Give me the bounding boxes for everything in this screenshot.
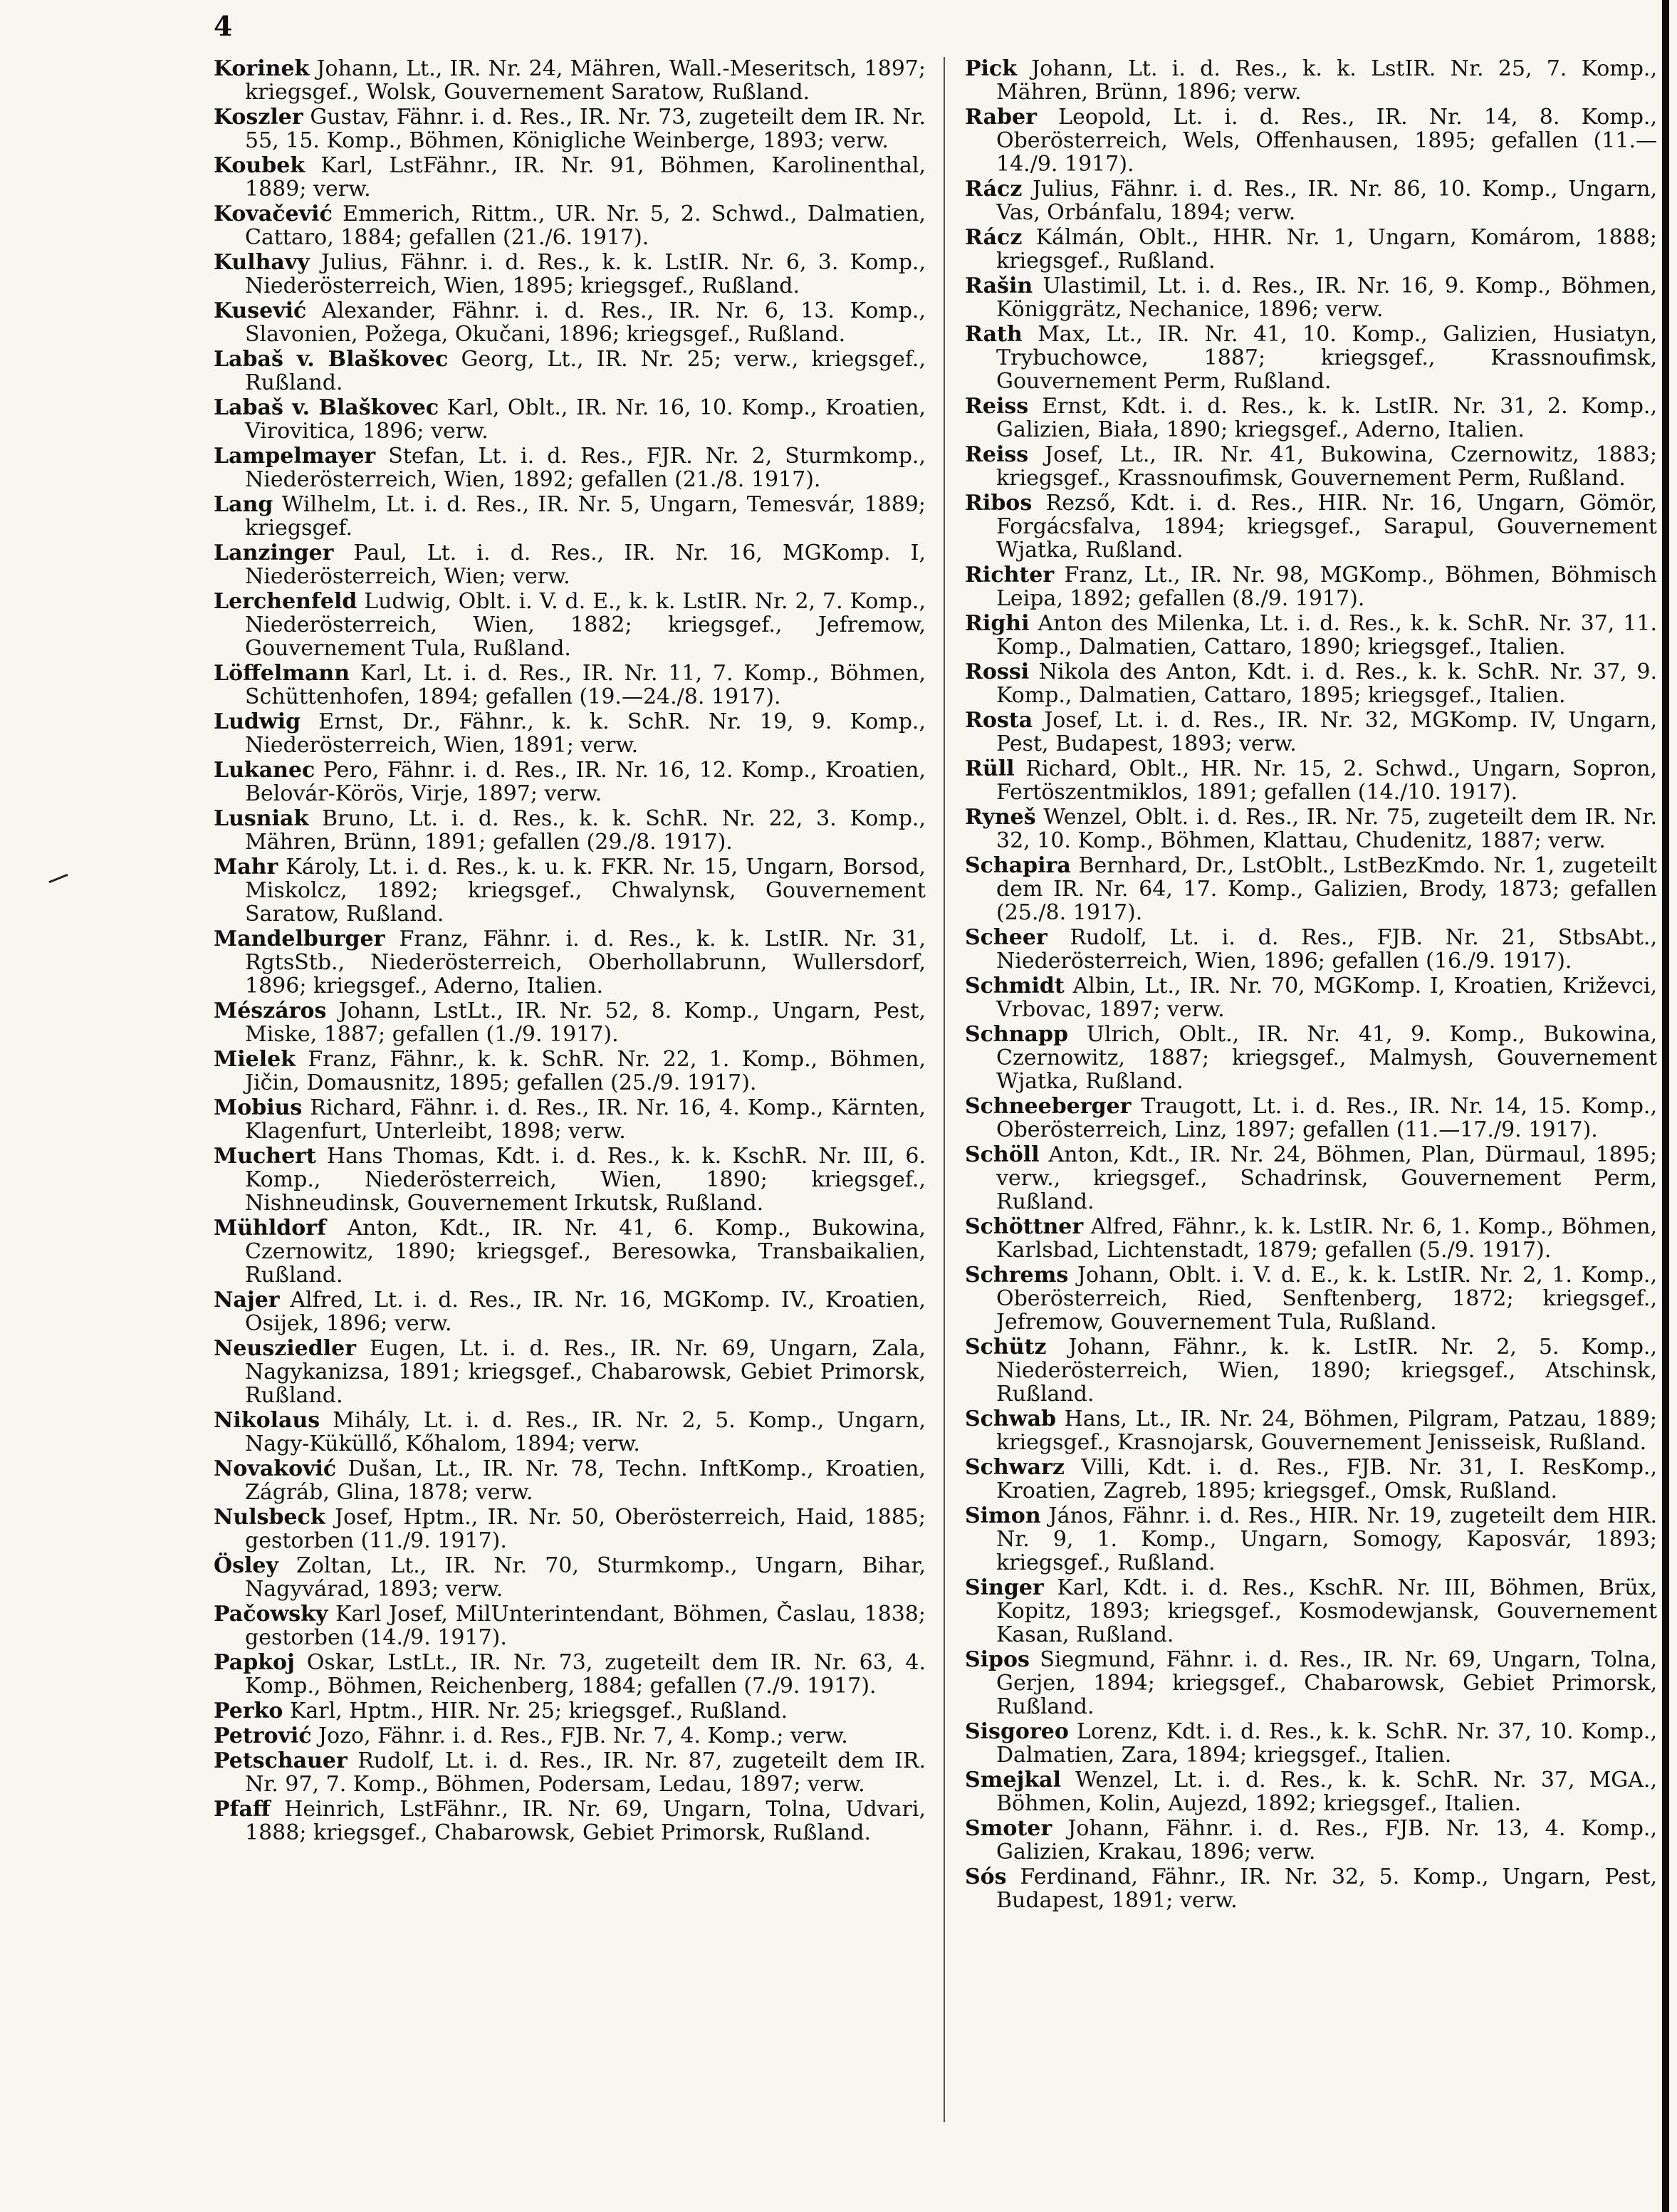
entry-details: Bruno, Lt. i. d. Res., k. k. SchR. Nr. 22, 3. Komp., Mähren, Brünn, 1891; gefallen (29./8. 1917).: [245, 806, 926, 855]
entry-surname: Mobius: [214, 1095, 303, 1120]
entry-surname: Mielek: [214, 1047, 296, 1072]
entry-surname: Nulsbeck: [214, 1505, 325, 1530]
list-entry: [214, 1651, 926, 1698]
list-entry: [214, 396, 926, 443]
entry-details: Lorenz, Kdt. i. d. Res., k. k. SchR. Nr. 37, 10. Komp., Dalmatien, Zara, 1894; kriegsgef., Italien.: [996, 1719, 1657, 1768]
entry-details: Franz, Lt., IR. Nr. 98, MGKomp., Böhmen, Böhmisch Leipa, 1892; gefallen (8./9. 1917).: [996, 563, 1657, 611]
entry-details: Karl, Hptm., HIR. Nr. 25; kriegsgef., Rußland.: [290, 1699, 788, 1723]
list-entry: [965, 395, 1657, 442]
entry-details: Bernhard, Dr., LstOblt., LstBezKmdo. Nr. 1, zugeteilt dem IR. Nr. 64, 17. Komp., Galizien, Brody, 1873; gefallen (25./8. 1917).: [996, 853, 1657, 925]
list-entry: [965, 757, 1657, 804]
entry-details: Stefan, Lt. i. d. Res., FJR. Nr. 2, Sturmkomp., Niederösterreich, Wien, 1892; gefallen (21./8. 1917).: [245, 444, 926, 492]
list-entry: [965, 1648, 1657, 1718]
entry-details: Alexander, Fähnr. i. d. Res., IR. Nr. 6, 13. Komp., Slavonien, Požega, Okučani, 1896; kriegsgef., Rußland.: [245, 298, 926, 347]
entry-details: Villi, Kdt. i. d. Res., FJB. Nr. 31, I. ResKomp., Kroatien, Zagreb, 1895; kriegsgef., Omsk, Rußland.: [996, 1455, 1657, 1503]
entry-details: Johann, Fähnr., k. k. LstIR. Nr. 2, 5. Komp., Niederösterreich, Wien, 1890; kriegsgef., Atschinsk, Rußland.: [996, 1335, 1657, 1407]
entry-surname: Pačowsky: [214, 1602, 328, 1627]
list-entry: [214, 444, 926, 491]
entry-surname: Koubek: [214, 153, 305, 178]
list-entry: [214, 927, 926, 998]
list-entry: [214, 1798, 926, 1845]
entry-surname: Rossi: [965, 659, 1030, 684]
entry-details: Josef, Hptm., IR. Nr. 50, Oberösterreich, Haid, 1885; gestorben (11./9. 1917).: [245, 1505, 926, 1553]
entry-details: Leopold, Lt. i. d. Res., IR. Nr. 14, 8. Komp., Oberösterreich, Wels, Offenhausen, 1895; gefallen (11.—14./9. 1917).: [996, 105, 1657, 177]
entry-surname: Raber: [965, 105, 1037, 130]
entry-details: Ulrich, Oblt., IR. Nr. 41, 9. Komp., Bukowina, Czernowitz, 1887; kriegsgef., Malmysh, Gouvernement Wjatka, Rußland.: [996, 1022, 1657, 1094]
entry-surname: Reiss: [965, 442, 1029, 467]
right-column: [965, 57, 1657, 2186]
list-entry: [965, 105, 1657, 176]
list-entry: [965, 1720, 1657, 1767]
entry-surname: Schmidt: [965, 974, 1065, 998]
entry-details: Wenzel, Lt. i. d. Res., k. k. SchR. Nr. 37, MGA., Böhmen, Kolin, Aujezd, 1892; kriegsgef., Italien.: [996, 1768, 1657, 1816]
list-entry: [214, 662, 926, 709]
entry-surname: Mahr: [214, 855, 278, 880]
list-entry: [214, 1409, 926, 1456]
list-entry: [965, 660, 1657, 707]
entry-details: Georg, Lt., IR. Nr. 25; verw., kriegsgef., Rußland.: [245, 347, 926, 395]
entry-details: Gustav, Fähnr. i. d. Res., IR. Nr. 73, zugeteilt dem IR. Nr. 55, 15. Komp., Böhmen, Königliche Weinberge, 1893; verw.: [245, 105, 926, 153]
list-entry: [965, 323, 1657, 393]
entry-details: Wenzel, Oblt. i. d. Res., IR. Nr. 75, zugeteilt dem IR. Nr. 32, 10. Komp., Böhmen, Klattau, Chudenitz, 1887; verw.: [996, 805, 1657, 853]
margin-mark: [48, 874, 68, 883]
list-entry: [214, 299, 926, 346]
entry-details: Julius, Fähnr. i. d. Res., IR. Nr. 86, 10. Komp., Ungarn, Vas, Orbánfalu, 1894; verw.: [996, 177, 1657, 225]
entry-surname: Perko: [214, 1699, 283, 1723]
list-entry: [965, 974, 1657, 1021]
list-entry: [214, 1288, 926, 1335]
entry-surname: Petschauer: [214, 1748, 348, 1773]
list-entry: [965, 563, 1657, 610]
column-divider: [944, 57, 945, 2122]
list-entry: [965, 443, 1657, 490]
entry-surname: Rácz: [965, 225, 1023, 250]
entry-details: Paul, Lt. i. d. Res., IR. Nr. 16, MGKomp. I, Niederösterreich, Wien; verw.: [245, 541, 926, 589]
list-entry: [214, 541, 926, 588]
entry-details: Hans Thomas, Kdt. i. d. Res., k. k. KschR. Nr. III, 6. Komp., Niederösterreich, Wien, 1890; kriegsgef., Nishneudinsk, Gouvernement Irkutsk, Rußland.: [245, 1144, 926, 1216]
entry-surname: Schütz: [965, 1335, 1047, 1360]
list-entry: [214, 807, 926, 854]
list-entry: [214, 1724, 926, 1748]
entry-surname: Rašin: [965, 273, 1033, 298]
list-entry: [214, 1216, 926, 1287]
entry-surname: Labaš v. Blaškovec: [214, 395, 439, 420]
list-entry: [214, 1337, 926, 1407]
entry-details: Johann, Lt. i. d. Res., k. k. LstIR. Nr. 25, 7. Komp., Mähren, Brünn, 1896; verw.: [996, 57, 1657, 105]
list-entry: [965, 177, 1657, 224]
entry-surname: Lampelmayer: [214, 444, 376, 469]
entry-details: Rezső, Kdt. i. d. Res., HIR. Nr. 16, Ungarn, Gömör, Forgácsfalva, 1894; kriegsgef., Sarapul, Gouvernement Wjatka, Rußland.: [996, 491, 1657, 563]
entry-details: Wilhelm, Lt. i. d. Res., IR. Nr. 5, Ungarn, Temesvár, 1889; kriegsgef.: [245, 492, 926, 541]
entry-surname: Schöll: [965, 1142, 1040, 1167]
list-entry: [965, 274, 1657, 321]
entry-details: Anton, Kdt., IR. Nr. 41, 6. Komp., Bukowina, Czernowitz, 1890; kriegsgef., Beresowka, Transbaikalien, Rußland.: [245, 1216, 926, 1288]
list-entry: [965, 1817, 1657, 1864]
list-entry: [214, 1749, 926, 1796]
entry-surname: Kulhavy: [214, 250, 310, 275]
list-entry: [965, 1576, 1657, 1647]
list-entry: [965, 709, 1657, 756]
entry-details: Karl, Kdt. i. d. Res., KschR. Nr. III, Böhmen, Brüx, Kopitz, 1893; kriegsgef., Kosmodewjansk, Gouvernement Kasan, Rußland.: [996, 1575, 1657, 1647]
entry-details: Franz, Fähnr., k. k. SchR. Nr. 22, 1. Komp., Böhmen, Jičin, Domausnitz, 1895; gefallen (25./9. 1917).: [245, 1047, 926, 1095]
entry-surname: Kusević: [214, 298, 307, 323]
entry-surname: Mandelburger: [214, 927, 385, 951]
entry-details: Josef, Lt. i. d. Res., IR. Nr. 32, MGKomp. IV, Ungarn, Pest, Budapest, 1893; verw.: [996, 708, 1657, 756]
list-entry: [214, 590, 926, 660]
entry-details: Alfred, Fähnr., k. k. LstIR. Nr. 6, 1. Komp., Böhmen, Karlsbad, Lichtenstadt, 1879; gefallen (5./9. 1917).: [996, 1214, 1657, 1263]
list-entry: [965, 1335, 1657, 1406]
entry-details: Johann, LstLt., IR. Nr. 52, 8. Komp., Ungarn, Pest, Miske, 1887; gefallen (1./9. 1917).: [245, 998, 926, 1047]
list-entry: [965, 1023, 1657, 1093]
list-entry: [965, 854, 1657, 924]
entry-details: Anton des Milenka, Lt. i. d. Res., k. k. SchR. Nr. 37, 11. Komp., Dalmatien, Cattaro, 1890; kriegsgef., Italien.: [996, 611, 1657, 659]
list-entry: [214, 1699, 926, 1723]
list-entry: [214, 1602, 926, 1649]
entry-surname: Schwab: [965, 1407, 1056, 1431]
entry-surname: Simon: [965, 1503, 1041, 1528]
entry-details: Ulastimil, Lt. i. d. Res., IR. Nr. 16, 9. Komp., Böhmen, Königgrätz, Nechanice, 1896; verw.: [996, 273, 1657, 322]
list-entry: [214, 855, 926, 926]
list-entry: [214, 758, 926, 805]
list-entry: [214, 1506, 926, 1553]
entry-details: Franz, Fähnr. i. d. Res., k. k. LstIR. Nr. 31, RgtsStb., Niederösterreich, Oberhollabrunn, Wullersdorf, 1896; kriegsgef., Aderno, Italien.: [245, 927, 926, 998]
entry-surname: Pfaff: [214, 1797, 271, 1822]
entry-surname: Sisgoreo: [965, 1719, 1069, 1744]
entry-surname: Reiss: [965, 394, 1029, 419]
entry-details: Heinrich, LstFähnr., IR. Nr. 69, Ungarn, Tolna, Udvari, 1888; kriegsgef., Chabarowsk, Gebiet Primorsk, Rußland.: [245, 1797, 926, 1845]
entry-surname: Ribos: [965, 491, 1033, 516]
entry-surname: Rath: [965, 322, 1023, 347]
entry-details: Karl, LstFähnr., IR. Nr. 91, Böhmen, Karolinenthal, 1889; verw.: [245, 153, 926, 202]
entry-details: János, Fähnr. i. d. Res., HIR. Nr. 19, zugeteilt dem HIR. Nr. 9, 1. Komp., Ungarn, Somogy, Kaposvár, 1893; kriegsgef., Rußland.: [996, 1503, 1657, 1575]
entry-surname: Schnapp: [965, 1022, 1068, 1047]
entry-details: Max, Lt., IR. Nr. 41, 10. Komp., Galizien, Husiatyn, Trybuchowce, 1887; kriegsgef., Krassnoufimsk, Gouvernement Perm, Rußland.: [996, 322, 1657, 394]
entry-details: Kálmán, Oblt., HHR. Nr. 1, Ungarn, Komárom, 1888; kriegsgef., Rußland.: [996, 225, 1657, 273]
entry-surname: Najer: [214, 1288, 280, 1313]
list-entry: [214, 1144, 926, 1215]
entry-details: Rudolf, Lt. i. d. Res., IR. Nr. 87, zugeteilt dem IR. Nr. 97, 7. Komp., Böhmen, Podersam, Ledau, 1897; verw.: [245, 1748, 926, 1797]
entry-details: Ernst, Dr., Fähnr., k. k. SchR. Nr. 19, 9. Komp., Niederösterreich, Wien, 1891; verw.: [245, 709, 926, 758]
entry-details: Albin, Lt., IR. Nr. 70, MGKomp. I, Kroatien, Križevci, Vrbovac, 1897; verw.: [996, 974, 1657, 1022]
entry-surname: Rácz: [965, 177, 1023, 202]
entry-details: Károly, Lt. i. d. Res., k. u. k. FKR. Nr. 15, Ungarn, Borsod, Miskolcz, 1892; kriegsgef., Chwalynsk, Gouvernement Saratow, Rußland.: [245, 855, 926, 927]
list-entry: [214, 1457, 926, 1504]
entry-details: Anton, Kdt., IR. Nr. 24, Böhmen, Plan, Dürmaul, 1895; verw., kriegsgef., Schadrinsk, Gouvernement Perm, Rußland.: [996, 1142, 1657, 1214]
list-entry: [965, 926, 1657, 973]
entry-details: Dušan, Lt., IR. Nr. 78, Techn. InftKomp., Kroatien, Zágráb, Glina, 1878; verw.: [245, 1456, 926, 1505]
entry-surname: Novaković: [214, 1456, 337, 1481]
entry-details: Eugen, Lt. i. d. Res., IR. Nr. 69, Ungarn, Zala, Nagykanizsa, 1891; kriegsgef., Chabarowsk, Gebiet Primorsk, Rußland.: [245, 1336, 926, 1408]
entry-surname: Lang: [214, 492, 273, 517]
list-entry: [965, 805, 1657, 852]
entry-details: Alfred, Lt. i. d. Res., IR. Nr. 16, MGKomp. IV., Kroatien, Osijek, 1896; verw.: [245, 1288, 926, 1336]
entry-surname: Labaš v. Blaškovec: [214, 347, 449, 372]
entry-surname: Korinek: [214, 57, 310, 81]
list-entry: [965, 1456, 1657, 1503]
entry-surname: Smoter: [965, 1816, 1052, 1841]
list-entry: [965, 1215, 1657, 1262]
entry-details: Richard, Oblt., HR. Nr. 15, 2. Schwd., Ungarn, Sopron, Fertöszentmiklos, 1891; gefallen (14./10. 1917).: [996, 756, 1657, 805]
entry-details: Hans, Lt., IR. Nr. 24, Böhmen, Pilgram, Patzau, 1889; kriegsgef., Krasnojarsk, Gouvernement Jenisseisk, Rußland.: [996, 1407, 1657, 1455]
entry-surname: Neusziedler: [214, 1336, 356, 1361]
entry-surname: Kovačević: [214, 202, 333, 226]
entry-details: Siegmund, Fähnr. i. d. Res., IR. Nr. 69, Ungarn, Tolna, Gerjen, 1894; kriegsgef., Chabarowsk, Gebiet Primorsk, Rußland.: [996, 1647, 1657, 1719]
entry-surname: Nikolaus: [214, 1408, 320, 1433]
list-entry: [214, 154, 926, 201]
entry-details: Nikola des Anton, Kdt. i. d. Res., k. k. SchR. Nr. 37, 9. Komp., Dalmatien, Cattaro, 1895; kriegsgef., Italien.: [996, 659, 1657, 708]
entry-details: Traugott, Lt. i. d. Res., IR. Nr. 14, 15. Komp., Oberösterreich, Linz, 1897; gefallen (11.—17./9. 1917).: [996, 1094, 1657, 1142]
entry-surname: Ludwig: [214, 709, 301, 734]
list-entry: [214, 710, 926, 757]
list-entry: [965, 1865, 1657, 1912]
entry-surname: Ösley: [214, 1553, 278, 1578]
list-entry: [965, 491, 1657, 562]
entry-details: Johann, Fähnr. i. d. Res., FJB. Nr. 13, 4. Komp., Galizien, Krakau, 1896; verw.: [996, 1816, 1657, 1864]
entry-surname: Singer: [965, 1575, 1044, 1600]
entry-surname: Löffelmann: [214, 661, 350, 686]
left-column: [214, 57, 926, 2186]
entry-details: Johann, Oblt. i. V. d. E., k. k. LstIR. Nr. 2, 1. Komp., Oberösterreich, Ried, Senftenberg, 1872; kriegsgef., Jefremow, Gouvernement Tula, Rußland.: [996, 1263, 1657, 1335]
entry-surname: Koszler: [214, 105, 303, 130]
entry-surname: Papkoj: [214, 1650, 295, 1675]
entry-surname: Richter: [965, 563, 1055, 588]
entry-details: Rudolf, Lt. i. d. Res., FJB. Nr. 21, StbsAbt., Niederösterreich, Wien, 1896; gefallen (16./9. 1917).: [996, 925, 1657, 974]
list-entry: [214, 1096, 926, 1143]
entry-surname: Ryneš: [965, 805, 1036, 830]
entry-surname: Schrems: [965, 1263, 1069, 1288]
entry-details: Pero, Fähnr. i. d. Res., IR. Nr. 16, 12. Komp., Kroatien, Belovár-Körös, Virje, 1897; verw.: [245, 758, 926, 806]
entry-details: Julius, Fähnr. i. d. Res., k. k. LstIR. Nr. 6, 3. Komp., Niederösterreich, Wien, 1895; kriegsgef., Rußland.: [245, 250, 926, 298]
entry-surname: Mészáros: [214, 998, 327, 1023]
entry-details: Richard, Fähnr. i. d. Res., IR. Nr. 16, 4. Komp., Kärnten, Klagenfurt, Unterleibt, 1898; verw.: [245, 1095, 926, 1144]
entry-details: Johann, Lt., IR. Nr. 24, Mähren, Wall.-Meseritsch, 1897; kriegsgef., Wolsk, Gouvernement Saratow, Rußland.: [245, 57, 926, 105]
entry-surname: Lukanec: [214, 758, 315, 783]
entry-surname: Lerchenfeld: [214, 589, 357, 614]
entry-details: Emmerich, Rittm., UR. Nr. 5, 2. Schwd., Dalmatien, Cattaro, 1884; gefallen (21./6. 1917).: [245, 202, 926, 250]
entry-details: Ernst, Kdt. i. d. Res., k. k. LstIR. Nr. 31, 2. Komp., Galizien, Biała, 1890; kriegsgef., Aderno, Italien.: [996, 394, 1657, 442]
list-entry: [214, 1554, 926, 1601]
list-entry: [214, 105, 926, 152]
list-entry: [965, 1143, 1657, 1214]
entry-surname: Petrović: [214, 1723, 312, 1748]
entry-details: Josef, Lt., IR. Nr. 41, Bukowina, Czernowitz, 1883; kriegsgef., Krassnoufimsk, Gouvernement Perm, Rußland.: [996, 442, 1657, 491]
entry-surname: Sós: [965, 1864, 1007, 1889]
entry-details: Ferdinand, Fähnr., IR. Nr. 32, 5. Komp., Ungarn, Pest, Budapest, 1891; verw.: [996, 1864, 1657, 1913]
list-entry: [214, 1048, 926, 1095]
list-entry: [965, 226, 1657, 273]
entry-details: Karl Josef, MilUnterintendant, Böhmen, Časlau, 1838; gestorben (14./9. 1917).: [245, 1602, 926, 1650]
entry-surname: Righi: [965, 611, 1030, 636]
list-entry: [965, 1504, 1657, 1575]
list-entry: [214, 999, 926, 1046]
entry-surname: Schapira: [965, 853, 1071, 878]
list-entry: [214, 57, 926, 104]
entry-surname: Muchert: [214, 1144, 316, 1169]
list-entry: [965, 612, 1657, 659]
entry-surname: Lusniak: [214, 806, 309, 831]
page-edge-shadow: [1662, 0, 1669, 2212]
entry-details: Mihály, Lt. i. d. Res., IR. Nr. 2, 5. Komp., Ungarn, Nagy-Küküllő, Kőhalom, 1894; verw.: [245, 1408, 926, 1456]
entry-surname: Pick: [965, 57, 1018, 81]
entry-surname: Schneeberger: [965, 1094, 1132, 1119]
entry-surname: Schwarz: [965, 1455, 1065, 1480]
entry-surname: Rosta: [965, 708, 1033, 733]
entry-details: Oskar, LstLt., IR. Nr. 73, zugeteilt dem IR. Nr. 63, 4. Komp., Böhmen, Reichenberg, 1884; gefallen (7./9. 1917).: [245, 1650, 926, 1699]
list-entry: [965, 1768, 1657, 1815]
list-entry: [214, 493, 926, 540]
list-entry: [965, 57, 1657, 104]
list-entry: [214, 348, 926, 395]
entry-surname: Smejkal: [965, 1768, 1061, 1793]
entry-details: Karl, Oblt., IR. Nr. 16, 10. Komp., Kroatien, Virovitica, 1896; verw.: [245, 395, 926, 444]
entry-details: Ludwig, Oblt. i. V. d. E., k. k. LstIR. Nr. 2, 7. Komp., Niederösterreich, Wien, 1882; kriegsgef., Jefremow, Gouvernement Tula, Rußland.: [245, 589, 926, 661]
entry-details: Zoltan, Lt., IR. Nr. 70, Sturmkomp., Ungarn, Bihar, Nagyvárad, 1893; verw.: [245, 1553, 926, 1602]
list-entry: [214, 202, 926, 249]
entry-details: Karl, Lt. i. d. Res., IR. Nr. 11, 7. Komp., Böhmen, Schüttenhofen, 1894; gefallen (19.—24./8. 1917).: [245, 661, 926, 709]
list-entry: [965, 1407, 1657, 1454]
list-entry: [214, 251, 926, 298]
entry-surname: Scheer: [965, 925, 1048, 950]
page-number: 4: [214, 10, 233, 42]
list-entry: [965, 1095, 1657, 1142]
entry-surname: Mühldorf: [214, 1216, 326, 1241]
entry-surname: Lanzinger: [214, 541, 334, 565]
entry-surname: Sipos: [965, 1647, 1030, 1672]
list-entry: [965, 1263, 1657, 1334]
entry-details: Jozo, Fähnr. i. d. Res., FJB. Nr. 7, 4. Komp.; verw.: [318, 1723, 848, 1748]
entry-surname: Rüll: [965, 756, 1015, 781]
entry-surname: Schöttner: [965, 1214, 1084, 1239]
